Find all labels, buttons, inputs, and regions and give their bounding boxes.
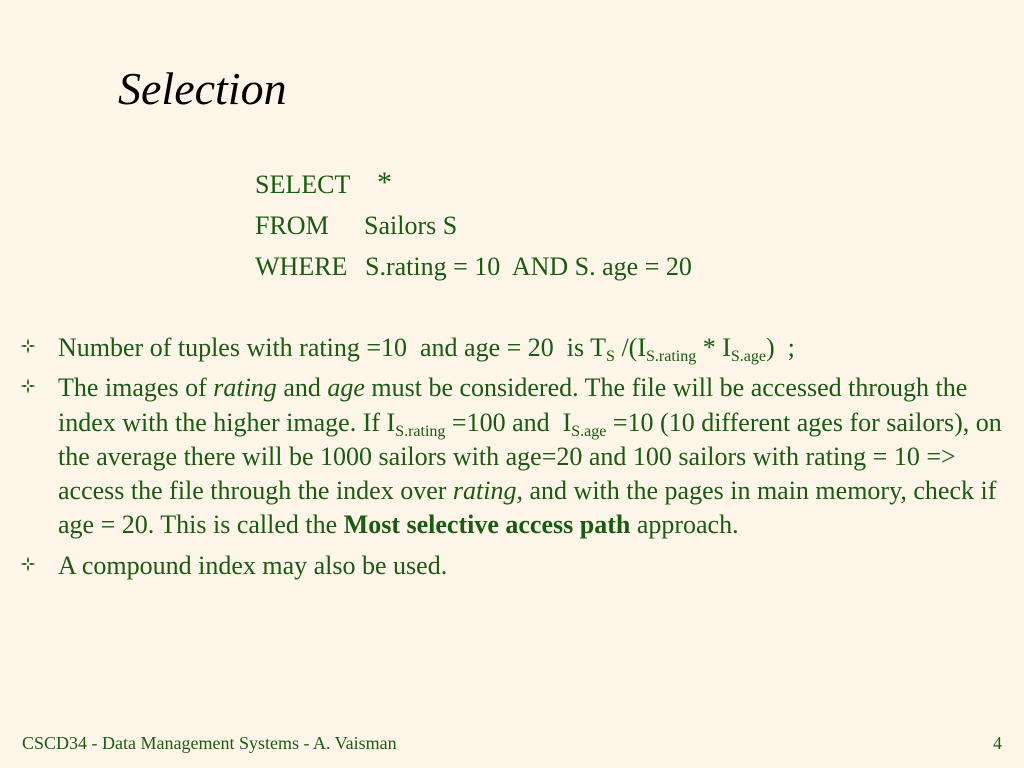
slide-title: Selection — [118, 63, 287, 114]
subscript: S — [606, 348, 615, 365]
text-run: /(I — [614, 333, 646, 362]
text-run: and with the pages in main memory, check if age = 20. This is called the — [58, 476, 997, 540]
bold-term: Most selective access path — [343, 510, 631, 540]
subscript: S.rating — [645, 348, 697, 365]
bullet-text — [58, 333, 795, 365]
diamond-fleuron-icon — [20, 556, 36, 572]
subscript: S.age — [730, 348, 766, 365]
bullet-item-tuple-count — [20, 331, 1010, 365]
sql-where-argument: S.rating = 10 AND S. age = 20 — [365, 252, 692, 281]
text-run: ) ; — [765, 333, 795, 362]
bullet-text: A compound index may also be used. — [58, 550, 448, 580]
sql-where-keyword: WHERE — [255, 252, 348, 281]
bullet-list — [20, 331, 1010, 589]
subscript: S.age — [571, 422, 607, 440]
text-run: Number of tuples with rating =10 and age = 20 is T — [58, 333, 607, 362]
bullet-text — [58, 373, 1002, 539]
italic-term: rating — [213, 373, 277, 403]
subscript: S.rating — [395, 422, 446, 440]
sql-select-keyword: SELECT — [255, 170, 351, 199]
italic-term: rating, — [452, 476, 523, 506]
footer-course-label: CSCD34 - Data Management Systems - A. Vaisman — [22, 733, 397, 753]
text-run: * I — [696, 333, 731, 362]
text-run: and — [276, 373, 328, 403]
bullet-item-images — [20, 371, 1010, 542]
sql-from-argument: Sailors S — [364, 211, 458, 240]
text-run: approach. — [630, 510, 739, 540]
sql-from-keyword: FROM — [255, 211, 329, 240]
italic-term: age — [327, 373, 365, 403]
bullet-item-compound-index — [20, 549, 1010, 583]
text-run: =100 and I — [445, 407, 572, 437]
sql-select-argument: * — [377, 166, 392, 199]
page-number: 4 — [993, 733, 1002, 753]
text-run: The images of — [58, 373, 214, 403]
diamond-fleuron-icon — [20, 378, 36, 394]
text-run: =10 (10 different ages for sailors), on the average there will be 1000 sailors with age=20 and 100 sailors with rating = 10 => access the file through the index over — [58, 407, 1002, 506]
diamond-fleuron-icon — [20, 338, 36, 354]
text-run: must be considered. The file will be accessed through the index with the higher image. If I — [58, 373, 968, 437]
